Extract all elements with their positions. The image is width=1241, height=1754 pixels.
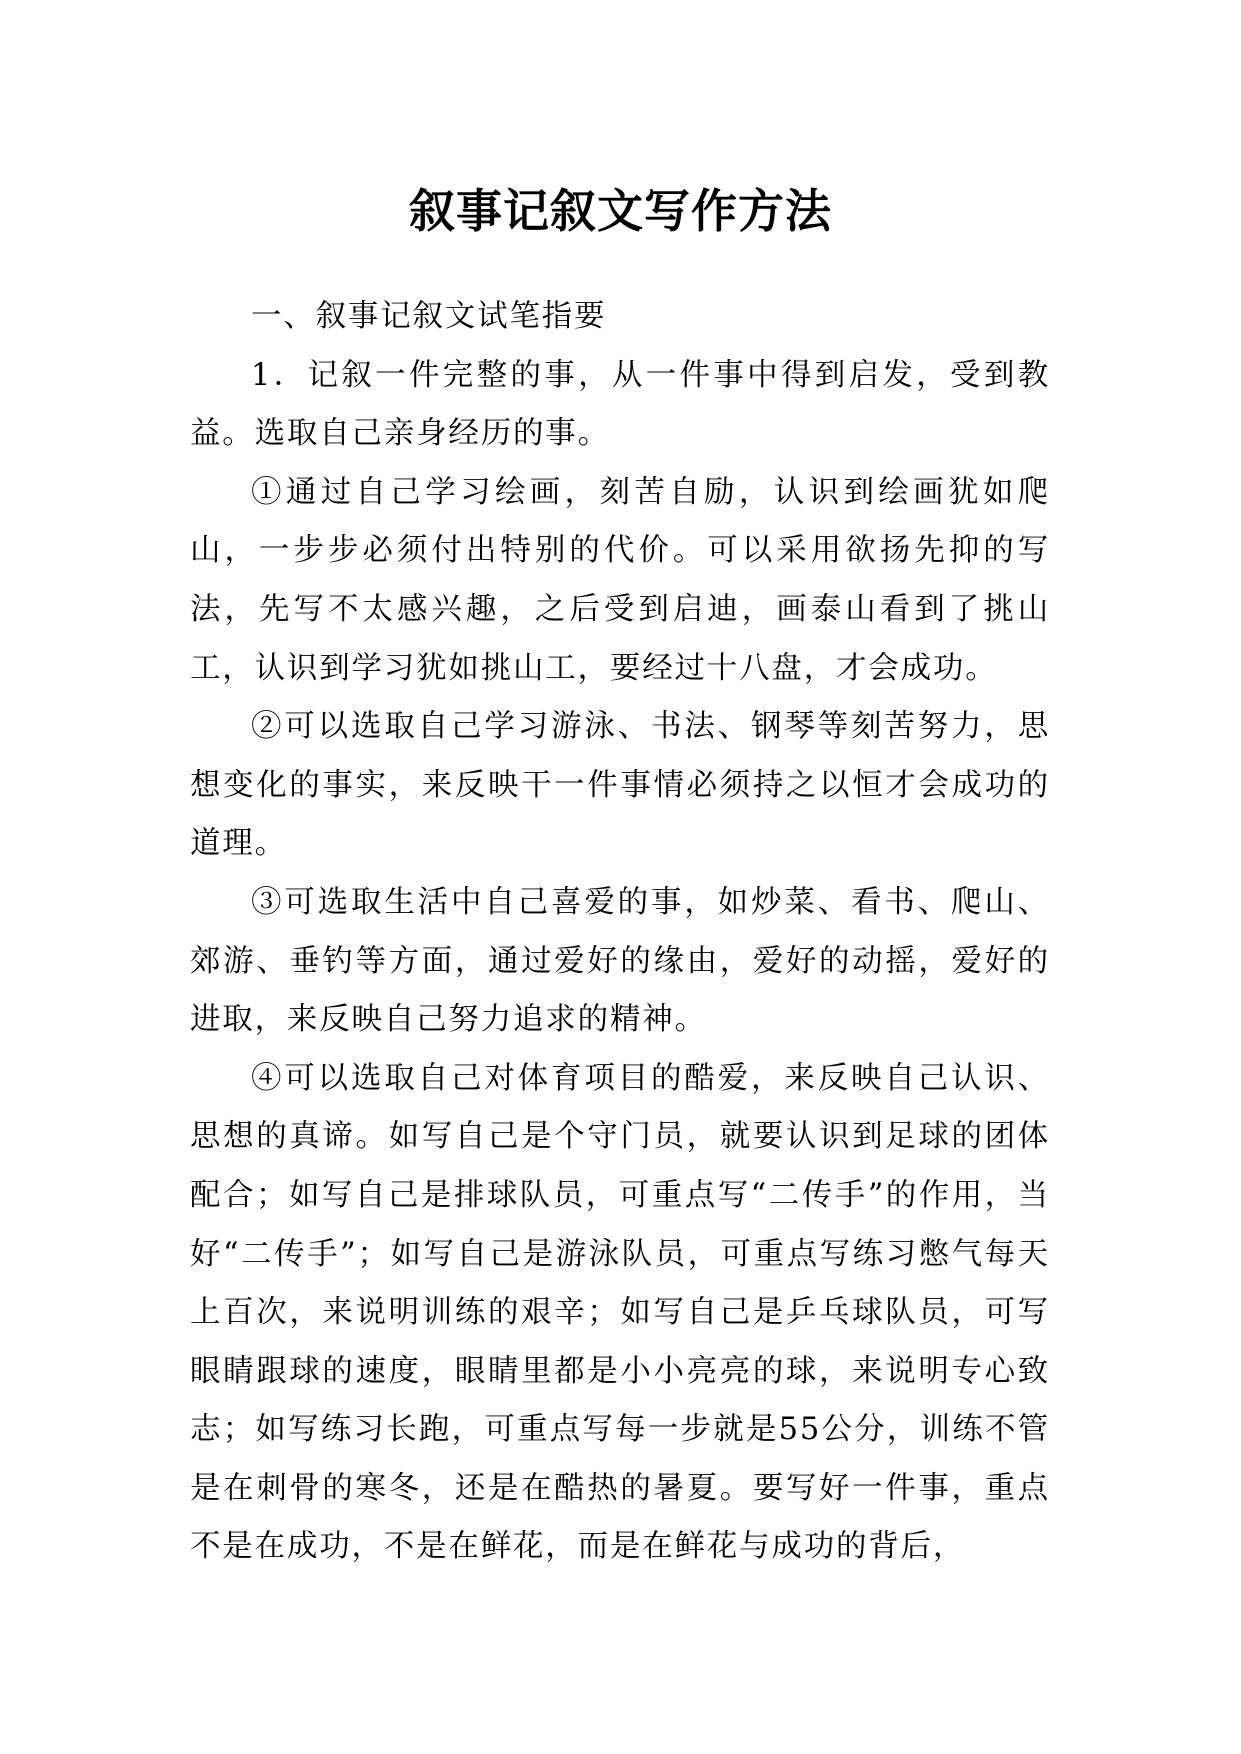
document-title: 叙事记叙文写作方法 <box>409 183 832 238</box>
paragraph: ③可选取生活中自己喜爱的事，如炒菜、看书、爬山、郊游、垂钓等方面，通过爱好的缘由，爱好的动摇，爱好的进取，来反映自己努力追求的精神。 <box>190 884 1050 1038</box>
paragraph: ④可以选取自己对体育项目的酷爱，来反映自己认识、思想的真谛。如写自己是个守门员，就要认识到足球的团体配合；如写自己是排球队员，可重点写“二传手”的作用，当好“二传手”；如写自己是游泳队员，可重点写练习憋气每天上百次，来说明训练的艰辛；如写自己是乒乓球队员，可写眼睛跟球的速度，眼睛里都是小小亮亮的球，来说明专心致志；如写练习长跑，可重点写每一步就是55公分，训练不管是在刺骨的寒冬，还是在酷热的暑夏。要写好一件事，重点不是在成功，不是在鲜花，而是在鲜花与成功的背后， <box>190 1060 1050 1565</box>
document-body <box>190 288 1050 1577</box>
section-heading: 一、叙事记叙文试笔指要 <box>251 299 607 334</box>
paragraph: 1．记叙一件完整的事，从一件事中得到启发，受到教益。选取自己亲身经历的事。 <box>190 357 1050 452</box>
paragraph: ①通过自己学习绘画，刻苦自励，认识到绘画犹如爬山，一步步必须付出特别的代价。可以采用欲扬先抑的写法，先写不太感兴趣，之后受到启迪，画泰山看到了挑山工，认识到学习犹如挑山工，要经过十八盘，才会成功。 <box>190 474 1050 686</box>
paragraph: ②可以选取自己学习游泳、书法、钢琴等刻苦努力，思想变化的事实，来反映干一件事情必须持之以恒才会成功的道理。 <box>190 709 1050 862</box>
